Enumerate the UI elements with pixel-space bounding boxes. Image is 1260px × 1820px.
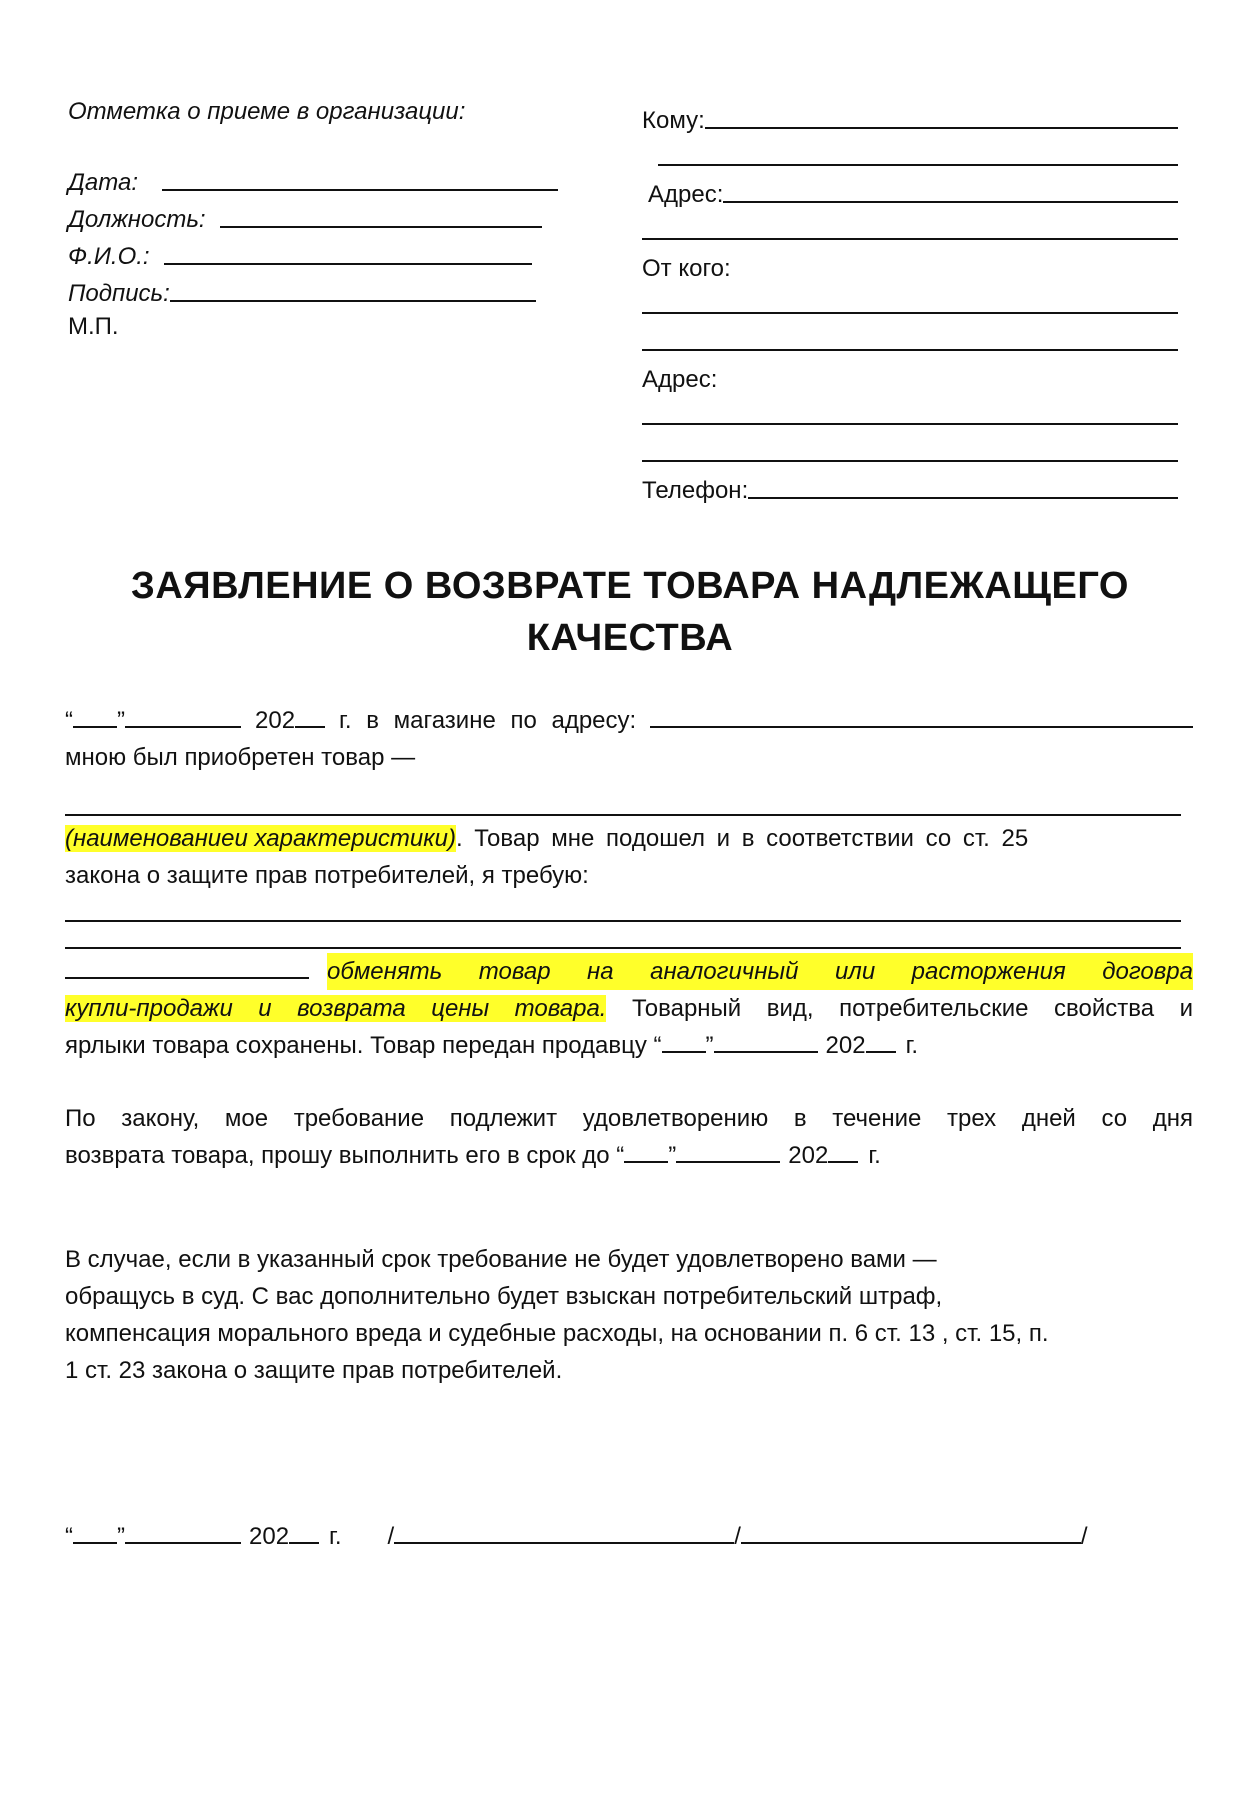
sig-year-suffix: г. [329, 1523, 342, 1550]
phone-label: Телефон: [642, 477, 749, 504]
product-field-line[interactable] [65, 813, 1181, 816]
address-extra-row [642, 209, 1178, 246]
reception-block [68, 98, 588, 345]
court-line-1: В случае, если в указанный срок требование не будет удовлетворено вами — [65, 1246, 937, 1273]
transfer-month-field[interactable] [714, 1029, 818, 1053]
transfer-text: ярлыки товара сохранены. Товар передан продавцу “ [65, 1032, 662, 1059]
name-field-line[interactable] [164, 262, 532, 265]
store-address-text: г. в магазине по адресу: [339, 707, 637, 734]
month-field[interactable] [125, 704, 241, 728]
name-label: Ф.И.О.: [68, 243, 150, 270]
address-extra-line[interactable] [642, 238, 1178, 240]
position-label: Должность: [68, 206, 206, 233]
deadline-year-prefix: 202 [788, 1142, 829, 1169]
date-label: Дата: [68, 169, 138, 196]
demand-field-line-1[interactable] [65, 919, 1181, 922]
title-line-2: КАЧЕСТВА [526, 617, 734, 659]
from-address-row-1 [642, 394, 1178, 431]
document-body [65, 702, 1193, 1389]
deadline-year-suffix: г. [868, 1142, 881, 1169]
date-row [68, 160, 588, 197]
to-extra-line[interactable] [658, 164, 1178, 166]
year-prefix: 202 [255, 707, 296, 734]
paragraph-purchase [65, 702, 1193, 739]
from-address-label: Адрес: [642, 366, 718, 393]
transfer-close-quote: ” [705, 1032, 714, 1059]
demand-row [65, 953, 1193, 990]
sig-open-quote: “ [65, 1523, 73, 1550]
demand-field-short[interactable] [65, 955, 309, 979]
deadline-day-field[interactable] [624, 1139, 668, 1163]
to-label: Кому: [642, 107, 705, 134]
phone-field-line[interactable] [748, 497, 1178, 499]
law-text-1: По закону, мое требование подлежит удовлетворению в течение трех дней со дня [65, 1105, 1193, 1132]
signature-label: Подпись: [68, 280, 170, 307]
deadline-year-field[interactable] [828, 1139, 858, 1163]
from-address-line-1[interactable] [642, 423, 1178, 425]
court-line-2: обращусь в суд. С вас дополнительно будет взыскан потребительский штраф, [65, 1283, 943, 1310]
transfer-year-suffix: г. [905, 1032, 919, 1059]
addressee-block [642, 98, 1178, 505]
signature-field-line[interactable] [170, 299, 536, 302]
court-line-4: 1 ст. 23 закона о защите прав потребителей. [65, 1357, 563, 1384]
court-line-3: компенсация морального вреда и судебные расходы, на основании п. 6 ст. 13 , ст. 15, п. [65, 1320, 1049, 1347]
product-text-1: . Товар мне подошел и в соответствии со ст. 25 [455, 825, 1029, 852]
transfer-row [65, 1027, 1193, 1064]
deadline-row [65, 1137, 1193, 1174]
from-line-1[interactable] [642, 312, 1178, 314]
transfer-year-field[interactable] [866, 1029, 896, 1053]
document-title [60, 560, 1200, 664]
from-address-row-2 [642, 431, 1178, 468]
deadline-close-quote: ” [668, 1142, 677, 1169]
close-quote: ” [117, 707, 125, 734]
sig-close-quote: ” [117, 1523, 125, 1550]
signature-row [68, 271, 588, 308]
paragraph-product [65, 820, 1193, 857]
demand-text-1: Товарный вид, потребительские свойства и [606, 995, 1193, 1022]
phone-row [642, 468, 1178, 505]
demand-field-line-2[interactable] [65, 946, 1181, 949]
sig-slash-2: / [734, 1523, 741, 1550]
day-field[interactable] [73, 704, 117, 728]
to-extra-row [642, 135, 1178, 172]
position-row [68, 197, 588, 234]
demand-highlight-1: обменять товар на аналогичный или расторжения договра [327, 953, 1193, 990]
product-text-2: закона о защите прав потребителей, я требую: [65, 862, 589, 889]
name-row [68, 234, 588, 271]
deadline-text: возврата товара, прошу выполнить его в срок до “ [65, 1142, 625, 1169]
sig-signature-field[interactable] [394, 1520, 734, 1544]
from-row-1 [642, 283, 1178, 320]
position-field-line[interactable] [220, 225, 542, 228]
sig-year-field[interactable] [289, 1520, 319, 1544]
signature-date-row [65, 1520, 1088, 1551]
open-quote: “ [65, 707, 73, 734]
sig-day-field[interactable] [73, 1520, 117, 1544]
sig-month-field[interactable] [125, 1520, 241, 1544]
from-label: От кого: [642, 255, 731, 282]
address-row [642, 172, 1178, 209]
from-line-2[interactable] [642, 349, 1178, 351]
transfer-day-field[interactable] [662, 1029, 706, 1053]
transfer-year-prefix: 202 [825, 1032, 866, 1059]
reception-note: Отметка о приеме в организации: [68, 98, 466, 125]
product-placeholder-highlight: (наименованиеи характеристики) [65, 825, 456, 852]
from-row-2 [642, 320, 1178, 357]
sig-year-prefix: 202 [249, 1523, 290, 1550]
sig-slash-3: / [1080, 1523, 1088, 1550]
from-address-line-2[interactable] [642, 460, 1178, 462]
sig-name-field[interactable] [741, 1520, 1081, 1544]
address-label: Адрес: [648, 181, 724, 208]
demand-highlight-2: купли-продажи и возврата цены товара. [65, 995, 607, 1022]
stamp-label: М.П. [68, 313, 119, 340]
year-field[interactable] [295, 704, 325, 728]
to-field-line[interactable] [705, 127, 1178, 129]
address-field-line[interactable] [723, 201, 1178, 203]
title-line-1: ЗАЯВЛЕНИЕ О ВОЗВРАТЕ ТОВАРА НАДЛЕЖАЩЕГО [131, 565, 1129, 607]
demand-line-2 [65, 990, 1193, 1027]
deadline-month-field[interactable] [676, 1139, 780, 1163]
date-field-line[interactable] [162, 188, 558, 191]
store-address-field[interactable] [650, 704, 1193, 728]
purchase-line-2: мною был приобретен товар — [65, 744, 416, 771]
to-row [642, 98, 1178, 135]
sig-slash-1: / [387, 1523, 395, 1550]
